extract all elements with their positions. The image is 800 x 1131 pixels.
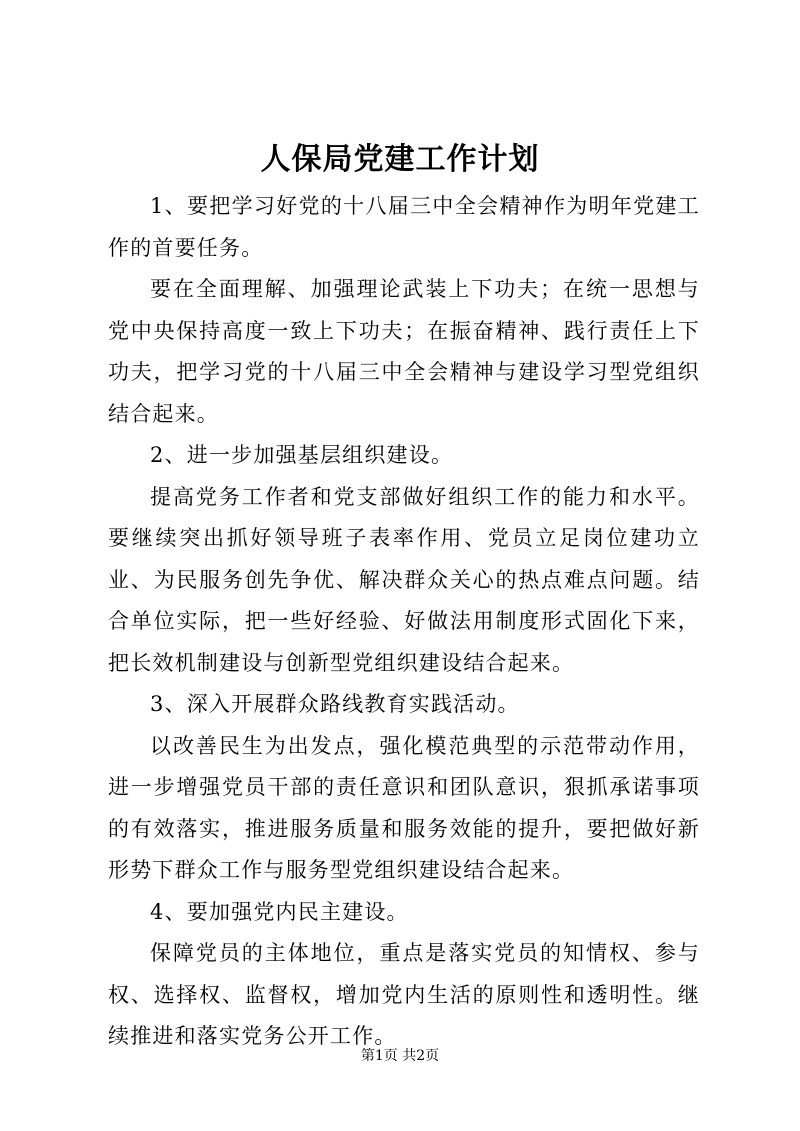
paragraph-item-2-body: 提高党务工作者和党支部做好组织工作的能力和水平。要继续突出抓好领导班子表率作用、党员立足岗位建功立业、为民服务创先争优、解决群众关心的热点难点问题。结合单位实际，把一些好经验、好做法用制度形式固化下来，把长效机制建设与创新型党组织建设结合起来。 xyxy=(108,484,700,675)
paragraph-item-4-body: 保障党员的主体地位，重点是落实党员的知情权、参与权、选择权、监督权，增加党内生活的原则性和透明性。继续推进和落实党务公开工作。 xyxy=(108,941,700,1048)
paragraph-item-1-heading: 1、要把学习好党的十八届三中全会精神作为明年党建工作的首要任务。 xyxy=(108,194,700,260)
paragraph-item-2-heading: 2、进一步加强基层组织建设。 xyxy=(150,443,454,467)
document-title: 人保局党建工作计划 xyxy=(260,142,540,177)
paragraph-item-3-body: 以改善民生为出发点，强化模范典型的示范带动作用，进一步增强党员干部的责任意识和团队意识，狠抓承诺事项的有效落实，推进服务质量和服务效能的提升，要把做好新形势下群众工作与服务型党组织建设结合起来。 xyxy=(108,733,700,882)
paragraph-item-3-heading: 3、深入开展群众路线教育实践活动。 xyxy=(150,692,520,716)
paragraph-item-4-heading: 4、要加强党内民主建设。 xyxy=(150,899,409,924)
document-body xyxy=(108,186,700,1058)
page-number-footer: 第1页 共2页 xyxy=(360,1048,440,1064)
paragraph-item-1-body: 要在全面理解、加强理论武装上下功夫；在统一思想与党中央保持高度一致上下功夫；在振奋精神、践行责任上下功夫，把学习党的十八届三中全会精神与建设学习型党组织结合起来。 xyxy=(108,277,700,426)
